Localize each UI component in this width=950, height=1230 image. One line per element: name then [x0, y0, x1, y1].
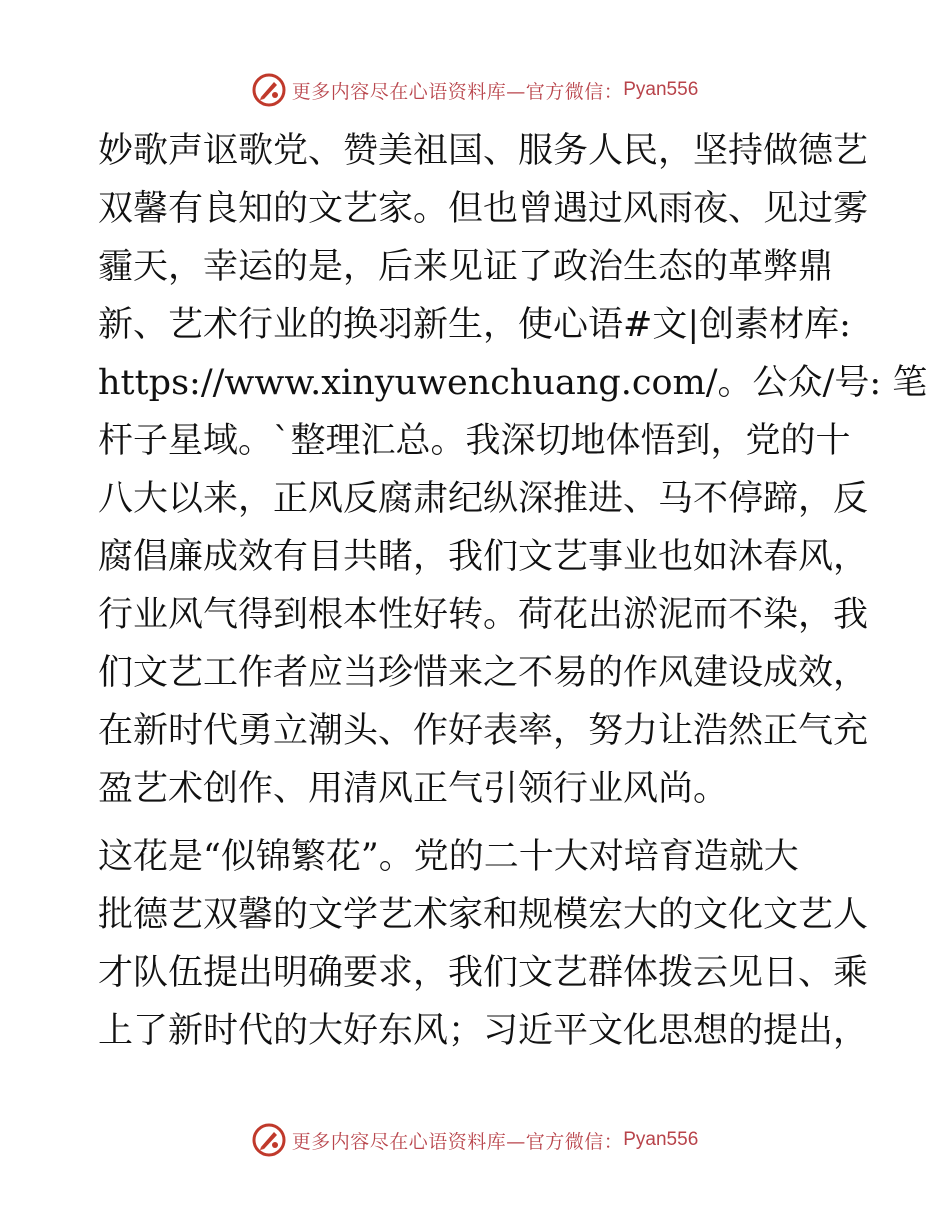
text-line: 杆子星域。`整理汇总。我深切地体悟到，党的十	[98, 421, 851, 461]
footer-banner-wechat-id: Pyan556	[623, 1129, 699, 1150]
text-line: 双馨有良知的文艺家。但也曾遇过风雨夜、见过雾	[98, 189, 869, 229]
footer-banner	[0, 1120, 950, 1160]
text-line: https://www.xinyuwenchuang.com/。公众/号: 笔	[98, 363, 928, 403]
header-banner-text: 更多内容尽在心语资料库—官方微信：	[291, 80, 624, 103]
text-line: 才队伍提出明确要求，我们文艺群体拨云见日、乘	[98, 953, 869, 993]
text-line: 批德艺双馨的文学艺术家和规模宏大的文化文艺人	[98, 895, 869, 935]
text-line: 上了新时代的大好东风；习近平文化思想的提出，	[98, 1011, 869, 1051]
text-line: 在新时代勇立潮头、作好表率，努力让浩然正气充	[98, 711, 869, 751]
paragraph-spacer	[98, 818, 858, 828]
text-line: 盈艺术创作、用清风正气引领行业风尚。	[98, 769, 729, 809]
text-line: 霾天，幸运的是，后来见证了政治生态的革弊鼎	[98, 247, 834, 287]
red-circle-quill-logo-icon	[252, 1123, 286, 1157]
article-body	[98, 122, 928, 1060]
header-banner-wechat-id: Pyan556	[623, 79, 699, 100]
paragraph-1	[98, 122, 928, 818]
text-line: 八大以来，正风反腐肃纪纵深推进、马不停蹄，反	[98, 479, 869, 519]
text-line: 妙歌声讴歌党、赞美祖国、服务人民，坚持做德艺	[98, 131, 869, 171]
text-line: 新、艺术行业的换羽新生，使心语#文|创素材库:	[98, 305, 851, 345]
text-line: 行业风气得到根本性好转。荷花出淤泥而不染，我	[98, 595, 869, 635]
text-line: 腐倡廉成效有目共睹，我们文艺事业也如沐春风，	[98, 537, 869, 577]
paragraph-2	[98, 828, 869, 1060]
footer-banner-text: 更多内容尽在心语资料库—官方微信：	[291, 1130, 624, 1153]
red-circle-quill-logo-icon	[252, 73, 286, 107]
text-line: 们文艺工作者应当珍惜来之不易的作风建设成效，	[98, 653, 869, 693]
text-line: 这花是“似锦繁花”。党的二十大对培育造就大	[98, 837, 799, 877]
header-banner	[0, 70, 950, 110]
